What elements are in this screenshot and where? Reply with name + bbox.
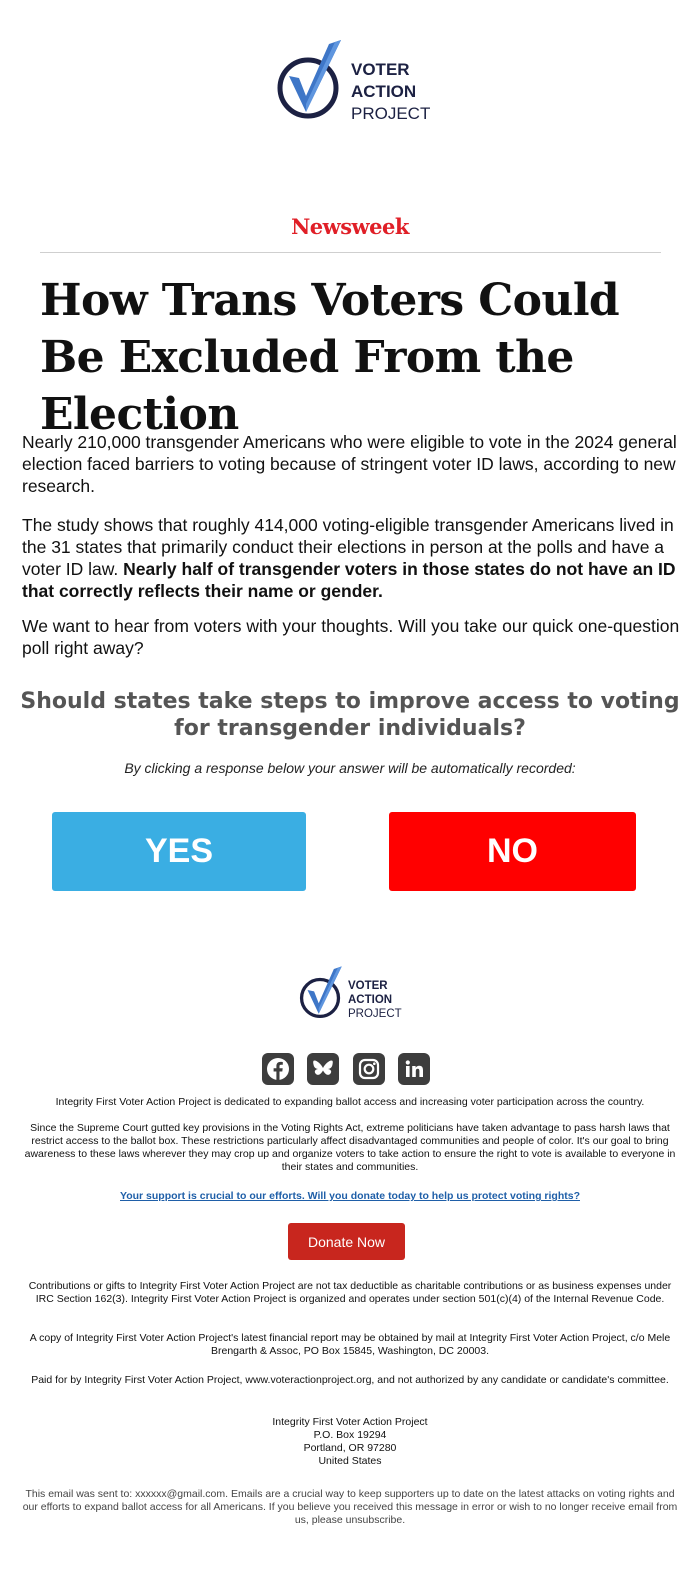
voter-action-project-logo [275, 38, 431, 128]
logo-line-action: ACTION [351, 82, 417, 101]
paragraph-2-text: The study shows that roughly 414,000 voting-eligible transgender Americans lived in the 31 states that primarily conduct their elections in person at the polls and have a voter ID law. [22, 515, 674, 579]
logo-line-project: PROJECT [351, 104, 431, 123]
footer-background: Since the Supreme Court gutted key provisions in the Voting Rights Act, extreme politicians have taken advantage to pass harsh laws that restrict access to the ballot box. These restrictions particularly affect disadvantaged communities and people of color. It's our goal to bring awareness to these laws wherever they may crop up and organize voters to take action to ensure the right to vote is available to everyone in their states and communities. [24, 1122, 676, 1173]
footer-support [20, 1190, 680, 1203]
no-button[interactable]: NO [389, 812, 636, 891]
logo-wordmark [351, 59, 430, 125]
yes-button[interactable]: YES [52, 812, 306, 891]
footer-logo-project: PROJECT [348, 1008, 402, 1020]
address-city: Portland, OR 97280 [303, 1442, 397, 1454]
address-country: United States [318, 1455, 382, 1467]
footer-tax-note: Contributions or gifts to Integrity First Voter Action Project are not tax deductible as charitable contributions or as business expenses under IRC Section 162(3). Integrity First Voter Action Project is organized and operates under section 501(c)(4) of the Internal Revenue Code. [28, 1280, 672, 1305]
footer-email-notice: This email was sent to: xxxxxx@gmail.com. Emails are a crucial way to keep supporters up to date on the latest attacks on voting rights and our efforts to expand ballot access for all Americans. If you believe you received this message in error or wish to no longer receive email from us, please unsubscribe. [22, 1488, 678, 1526]
paragraph-2-bold: Nearly half of transgender voters in those states do not have an ID that correctly reflects their name or gender. [22, 559, 676, 601]
footer-logo-voter: VOTER [348, 980, 388, 992]
address-org: Integrity First Voter Action Project [272, 1416, 428, 1428]
article-paragraph-3: We want to hear from voters with your thoughts. Will you take our quick one-question poll right away? [22, 616, 680, 658]
linkedin-icon[interactable] [398, 1053, 430, 1085]
article-paragraph-2 [22, 514, 682, 602]
article-paragraph-1: Nearly 210,000 transgender Americans who were eligible to vote in the 2024 general election faced barriers to voting because of stringent voter ID laws, according to new research. [22, 432, 677, 496]
donate-now-button[interactable]: Donate Now [288, 1223, 405, 1260]
footer-logo [298, 965, 408, 1025]
source-newsweek: Newsweek [291, 214, 409, 239]
footer-paid-for: Paid for by Integrity First Voter Action Project, www.voteractionproject.org, and not authorized by any candidate or candidate's committee. [31, 1374, 669, 1386]
bluesky-icon[interactable] [307, 1053, 339, 1085]
logo-line-voter: VOTER [351, 60, 410, 79]
poll-question: Should states take steps to improve access to voting for transgender individuals? [20, 689, 680, 741]
poll-instruction: By clicking a response below your answer will be automatically recorded: [124, 760, 576, 776]
footer-logo-action: ACTION [348, 994, 393, 1006]
footer-financial-report: A copy of Integrity First Voter Action Project's latest financial report may be obtained by mail at Integrity First Voter Action Project, c/o Mele Brengarth & Assoc, PO Box 15845, Washington, DC 20003. [29, 1332, 671, 1357]
donate-link[interactable]: Your support is crucial to our efforts. Will you donate today to help us protect voting rights? [120, 1190, 580, 1202]
facebook-icon[interactable] [262, 1053, 294, 1085]
footer-address [0, 1416, 700, 1468]
footer-mission: Integrity First Voter Action Project is dedicated to expanding ballot access and increasing voter participation across the country. [55, 1096, 645, 1108]
article-headline: How Trans Voters Could Be Excluded From the Election [40, 275, 620, 440]
footer-logo-wordmark [348, 979, 402, 1021]
address-po-box: P.O. Box 19294 [313, 1429, 387, 1441]
instagram-icon[interactable] [353, 1053, 385, 1085]
checkmark-logo-icon [275, 38, 347, 126]
divider [40, 252, 661, 253]
checkmark-logo-icon [298, 965, 346, 1023]
